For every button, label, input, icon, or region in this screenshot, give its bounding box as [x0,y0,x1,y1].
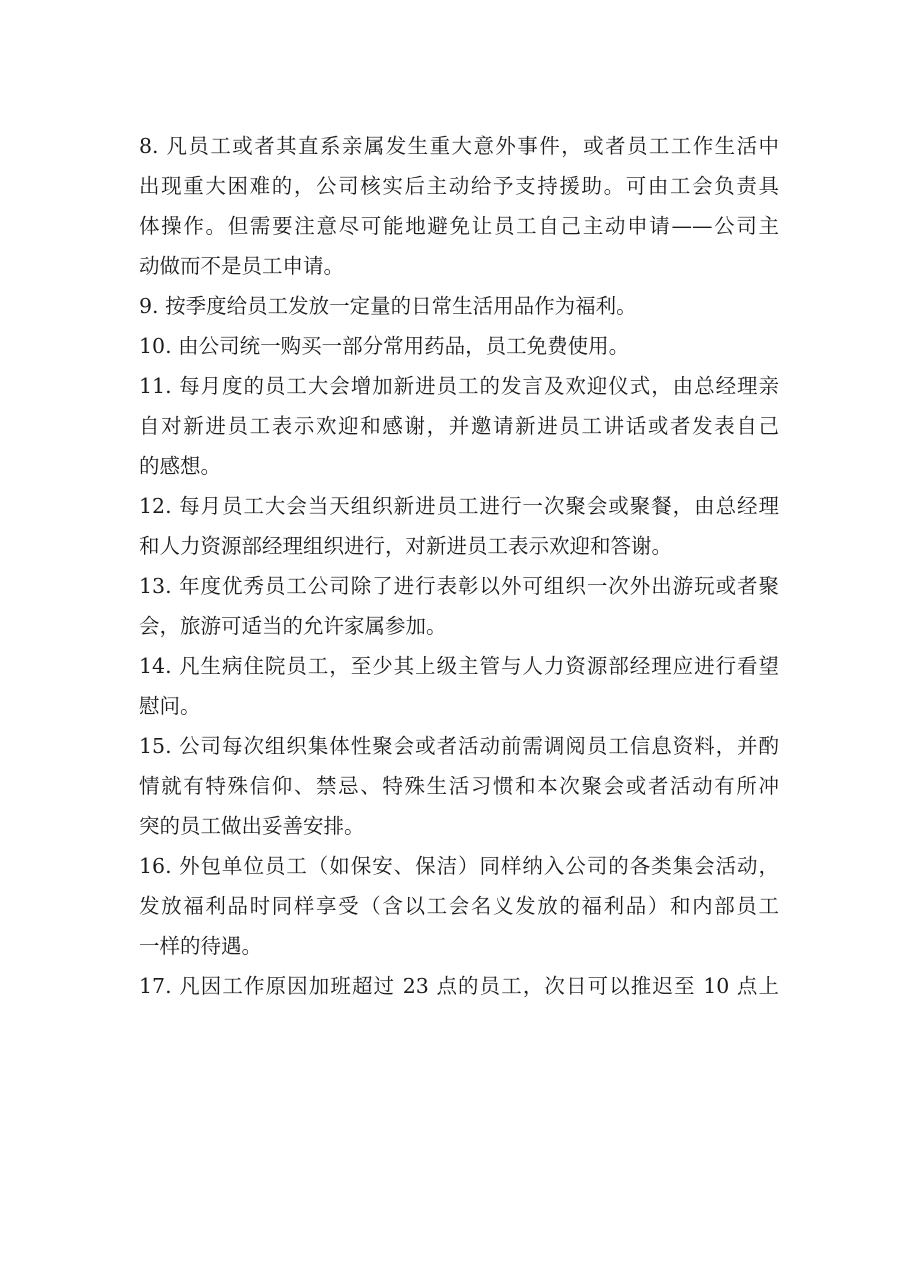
paragraph-line: 体操作。但需要注意尽可能地避免让员工自己主动申请——公司主 [139,214,779,238]
paragraph-line: 和人力资源部经理组织进行，对新进员工表示欢迎和答谢。 [139,534,672,558]
paragraph-10 [139,326,779,366]
paragraph-line: 的感想。 [139,454,221,478]
paragraph-line: 突的员工做出妥善安排。 [139,814,365,838]
paragraph-line: 11. 每月度的员工大会增加新进员工的发言及欢迎仪式，由总经理亲 [139,374,779,398]
paragraph-line: 9. 按季度给员工发放一定量的日常生活用品作为福利。 [139,294,637,318]
paragraph-line: 14. 凡生病住院员工，至少其上级主管与人力资源部经理应进行看望 [139,654,779,678]
paragraph-line: 慰问。 [139,694,201,718]
paragraph-line: 发放福利品时同样享受（含以工会名义发放的福利品）和内部员工 [139,894,779,918]
paragraph-13 [139,566,779,646]
paragraph-line: 一样的待遇。 [139,934,262,958]
paragraph-line: 16. 外包单位员工（如保安、保洁）同样纳入公司的各类集会活动， [139,854,779,878]
document-body [139,126,779,1006]
paragraph-line: 8. 凡员工或者其直系亲属发生重大意外事件，或者员工工作生活中 [139,134,779,158]
paragraph-17 [139,966,779,1006]
paragraph-9 [139,286,779,326]
paragraph-line: 动做而不是员工申请。 [139,254,344,278]
paragraph-line: 会，旅游可适当的允许家属参加。 [139,614,447,638]
paragraph-line: 13. 年度优秀员工公司除了进行表彰以外可组织一次外出游玩或者聚 [139,574,779,598]
paragraph-line: 自对新进员工表示欢迎和感谢，并邀请新进员工讲话或者发表自己 [139,414,779,438]
paragraph-line: 12. 每月员工大会当天组织新进员工进行一次聚会或聚餐，由总经理 [139,494,779,518]
paragraph-line: 10. 由公司统一购买一部分常用药品，员工免费使用。 [139,334,630,358]
paragraph-line: 情就有特殊信仰、禁忌、特殊生活习惯和本次聚会或者活动有所冲 [139,774,779,798]
paragraph-line: 15. 公司每次组织集体性聚会或者活动前需调阅员工信息资料，并酌 [139,734,779,758]
paragraph-line: 17. 凡因工作原因加班超过 23 点的员工，次日可以推迟至 10 点上 [139,974,779,998]
paragraph-15 [139,726,779,846]
paragraph-16 [139,846,779,966]
paragraph-8 [139,126,779,286]
paragraph-line: 出现重大困难的，公司核实后主动给予支持援助。可由工会负责具 [139,174,779,198]
paragraph-12 [139,486,779,566]
paragraph-14 [139,646,779,726]
paragraph-11 [139,366,779,486]
